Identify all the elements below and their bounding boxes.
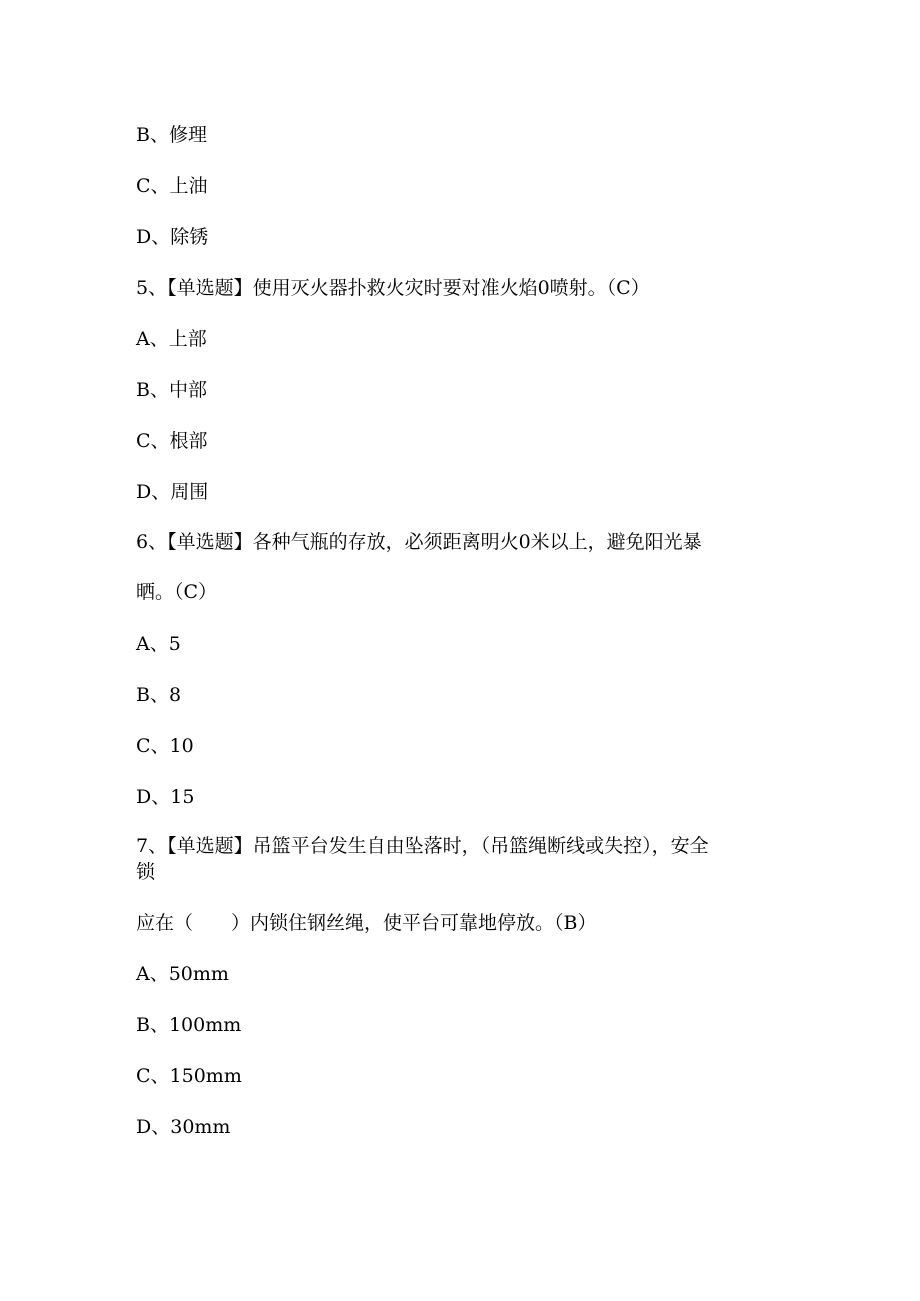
q6-option-b: B、8 xyxy=(136,684,182,706)
q7-stem-line2: 锁 xyxy=(136,861,156,883)
q6-option-d: D、15 xyxy=(136,786,195,808)
q7-option-b: B、100mm xyxy=(136,1014,242,1036)
q5-option-a: A、上部 xyxy=(136,328,207,350)
q4-option-c: C、上油 xyxy=(136,175,208,197)
q4-option-b: B、修理 xyxy=(136,124,207,146)
q5-option-d: D、周围 xyxy=(136,481,209,503)
q7-option-a: A、50mm xyxy=(136,963,229,985)
q6-option-a: A、5 xyxy=(136,633,181,655)
q5-option-b: B、中部 xyxy=(136,379,207,401)
q5-stem: 5、【单选题】使用灭火器扑救火灾时要对准火焰0喷射。（C） xyxy=(136,277,650,299)
q6-option-c: C、10 xyxy=(136,735,194,757)
q5-option-c: C、根部 xyxy=(136,430,208,452)
q7-stem-line3: 应在（ ）内锁住钢丝绳，使平台可靠地停放。（B） xyxy=(136,912,597,934)
q4-option-d: D、除锈 xyxy=(136,226,209,248)
q6-stem-line1: 6、【单选题】各种气瓶的存放，必须距离明火0米以上，避免阳光暴 xyxy=(136,531,702,553)
q7-stem-line1: 7、【单选题】吊篮平台发生自由坠落时，（吊篮绳断线或失控），安全 xyxy=(136,835,709,857)
q6-stem-line2: 晒。（C） xyxy=(136,581,218,603)
q7-option-c: C、150mm xyxy=(136,1065,242,1087)
q7-option-d: D、30mm xyxy=(136,1116,231,1138)
